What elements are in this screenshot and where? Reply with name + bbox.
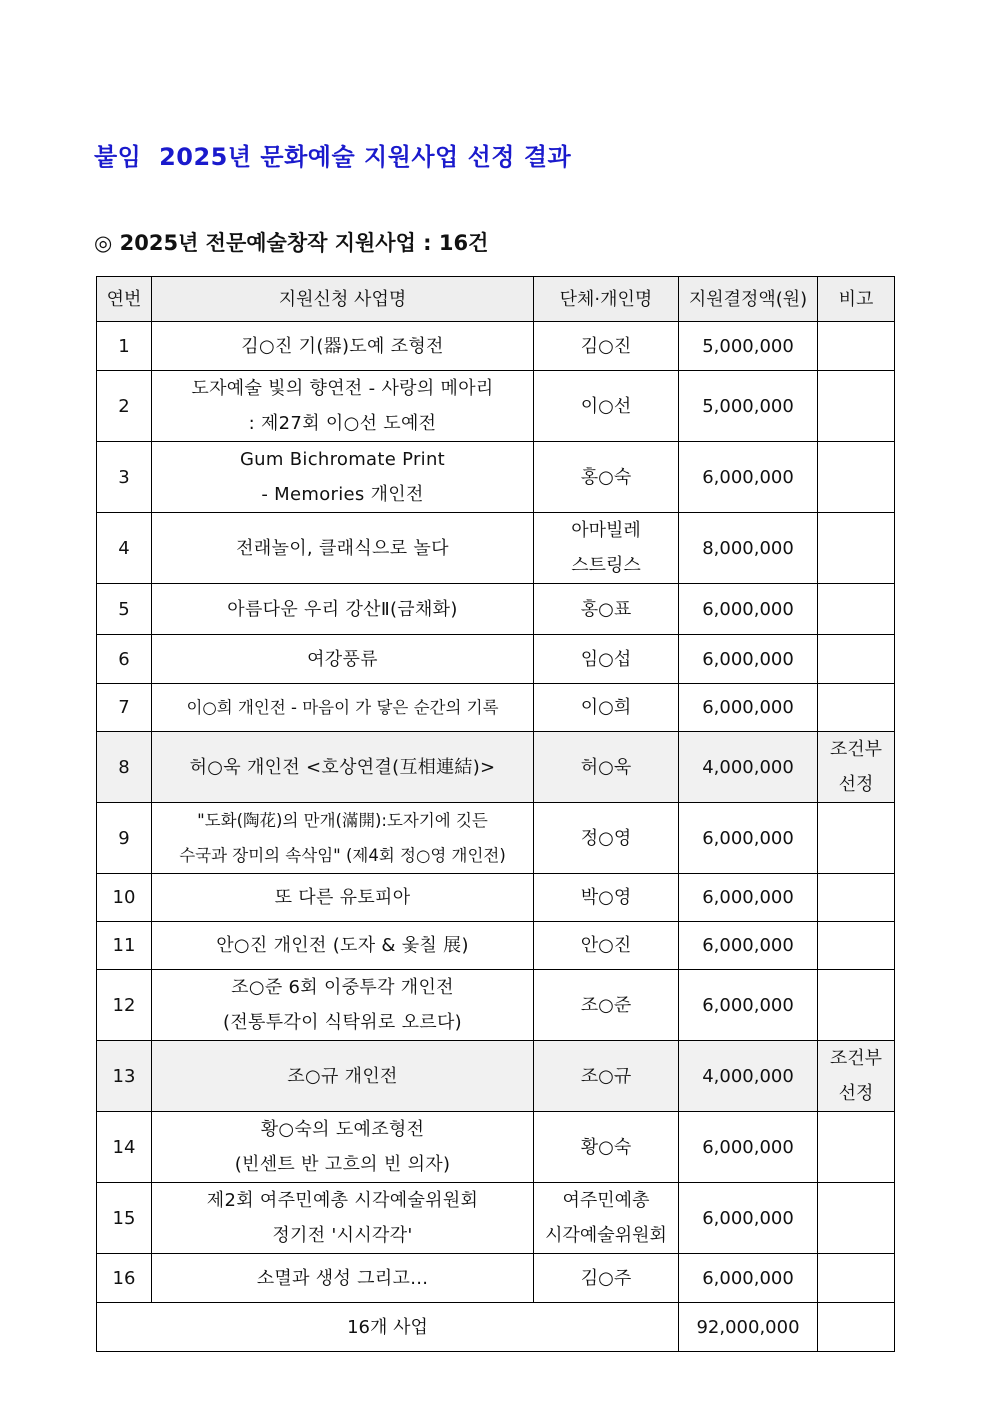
table-row (97, 1112, 895, 1183)
table-body (97, 322, 895, 1303)
applicant-name-line: 황○숙 (580, 1136, 632, 1158)
remarks (818, 1112, 895, 1183)
remarks-line: 조건부 (829, 1048, 883, 1069)
applicant-name-line: 시각예술위원회 (545, 1225, 667, 1246)
project-name-line: 조○규 개인전 (287, 1065, 398, 1087)
row-number: 16 (97, 1254, 152, 1303)
project-name-line: 정기전 '시시각각' (272, 1225, 413, 1246)
project-name (152, 970, 534, 1041)
remarks (818, 371, 895, 442)
applicant-name-line: 스트링스 (571, 555, 641, 576)
table-row (97, 371, 895, 442)
project-name (152, 1254, 534, 1303)
support-amount: 6,000,000 (679, 584, 818, 635)
project-name (152, 442, 534, 513)
applicant-name-line: 아마빌레 (571, 520, 641, 541)
project-name-line: 황○숙의 도예조형전 (260, 1119, 425, 1140)
project-name-line: 이○희 개인전 - 마음이 가 닿은 순간의 기록 (186, 698, 499, 717)
row-number: 9 (97, 803, 152, 874)
applicant-name (534, 371, 679, 442)
table-row (97, 584, 895, 635)
table-row (97, 970, 895, 1041)
remarks (818, 1254, 895, 1303)
section-heading: ◎ 2025년 전문예술창작 지원사업 : 16건 (94, 231, 489, 255)
table-row (97, 732, 895, 803)
support-amount: 6,000,000 (679, 684, 818, 732)
project-name (152, 684, 534, 732)
support-amount: 8,000,000 (679, 513, 818, 584)
project-name (152, 874, 534, 922)
table-row (97, 1183, 895, 1254)
applicant-name (534, 1254, 679, 1303)
support-amount: 6,000,000 (679, 635, 818, 684)
remarks (818, 635, 895, 684)
applicant-name-line: 김○주 (580, 1267, 632, 1289)
applicant-name (534, 513, 679, 584)
support-amount: 4,000,000 (679, 732, 818, 803)
applicant-name (534, 970, 679, 1041)
row-number: 3 (97, 442, 152, 513)
applicant-name-line: 박○영 (580, 887, 632, 908)
remarks (818, 442, 895, 513)
page-title: 붙임 2025년 문화예술 지원사업 선정 결과 (94, 143, 572, 171)
remarks (818, 732, 895, 803)
project-name (152, 1041, 534, 1112)
applicant-name (534, 684, 679, 732)
row-number: 5 (97, 584, 152, 635)
remarks (818, 1041, 895, 1112)
applicant-name-line: 조○규 (580, 1065, 632, 1087)
row-number: 11 (97, 922, 152, 970)
project-name (152, 513, 534, 584)
project-name (152, 1112, 534, 1183)
project-name (152, 322, 534, 371)
project-name-line: Gum Bichromate Print (239, 449, 446, 470)
project-name-line: 수국과 장미의 속삭임" (제4회 정○영 개인전) (179, 846, 506, 865)
support-amount: 6,000,000 (679, 803, 818, 874)
header-row (97, 277, 895, 322)
header-applicant: 단체·개인명 (534, 277, 679, 322)
applicant-name (534, 803, 679, 874)
support-amount: 5,000,000 (679, 371, 818, 442)
applicant-name (534, 442, 679, 513)
applicant-name (534, 732, 679, 803)
applicant-name-line: 김○진 (580, 335, 632, 357)
header-project: 지원신청 사업명 (152, 277, 534, 322)
applicant-name (534, 584, 679, 635)
support-amount: 4,000,000 (679, 1041, 818, 1112)
applicant-name-line: 임○섭 (580, 648, 632, 670)
total-amount: 92,000,000 (679, 1303, 818, 1352)
remarks (818, 970, 895, 1041)
remarks (818, 584, 895, 635)
applicant-name (534, 874, 679, 922)
support-amount: 6,000,000 (679, 874, 818, 922)
remarks-line: 선정 (838, 774, 874, 795)
applicant-name (534, 635, 679, 684)
support-amount: 6,000,000 (679, 1112, 818, 1183)
applicant-name-line: 홍○표 (580, 598, 632, 620)
applicant-name (534, 1041, 679, 1112)
project-name-line: 여강풍류 (307, 648, 378, 670)
results-table (96, 276, 895, 1352)
project-name-line: 김○진 기(器)도예 조형전 (241, 335, 444, 357)
project-name-line: (빈센트 반 고흐의 빈 의자) (234, 1154, 451, 1175)
remarks (818, 322, 895, 371)
row-number: 8 (97, 732, 152, 803)
row-number: 14 (97, 1112, 152, 1183)
table-row (97, 922, 895, 970)
table-row (97, 1254, 895, 1303)
project-name-line: 허○욱 개인전 <호상연결(互相連結)> (189, 756, 496, 778)
support-amount: 6,000,000 (679, 1183, 818, 1254)
support-amount: 5,000,000 (679, 322, 818, 371)
total-label: 16개 사업 (97, 1303, 679, 1352)
applicant-name-line: 허○욱 (580, 756, 632, 778)
total-remarks (818, 1303, 895, 1352)
project-name-line: - Memories 개인전 (261, 484, 424, 505)
project-name-line: 아름다운 우리 강산Ⅱ(금채화) (227, 598, 458, 620)
project-name-line: 소멸과 생성 그리고... (256, 1267, 429, 1289)
row-number: 10 (97, 874, 152, 922)
applicant-name-line: 이○선 (580, 395, 632, 417)
row-number: 15 (97, 1183, 152, 1254)
row-number: 1 (97, 322, 152, 371)
project-name (152, 732, 534, 803)
project-name-line: (전통투각이 식탁위로 오르다) (223, 1012, 462, 1033)
table-header (97, 277, 895, 322)
row-number: 12 (97, 970, 152, 1041)
applicant-name-line: 조○준 (580, 994, 632, 1016)
applicant-name (534, 1112, 679, 1183)
header-amount: 지원결정액(원) (679, 277, 818, 322)
support-amount: 6,000,000 (679, 442, 818, 513)
row-number: 2 (97, 371, 152, 442)
row-number: 4 (97, 513, 152, 584)
remarks (818, 922, 895, 970)
applicant-name-line: 이○희 (580, 697, 632, 718)
table-row (97, 513, 895, 584)
applicant-name (534, 322, 679, 371)
remarks (818, 684, 895, 732)
project-name (152, 1183, 534, 1254)
table-row (97, 442, 895, 513)
project-name-line: 조○준 6회 이중투각 개인전 (231, 977, 454, 998)
total-row (97, 1303, 895, 1352)
applicant-name-line: 정○영 (580, 827, 632, 849)
table-row (97, 803, 895, 874)
remarks-line: 조건부 (829, 739, 883, 760)
row-number: 6 (97, 635, 152, 684)
table-footer (97, 1303, 895, 1352)
project-name-line: 또 다른 유토피아 (274, 887, 411, 908)
project-name (152, 803, 534, 874)
table-row (97, 635, 895, 684)
applicant-name-line: 안○진 (580, 935, 632, 956)
project-name-line: : 제27회 이○선 도예전 (248, 413, 437, 434)
remarks (818, 1183, 895, 1254)
table-row (97, 322, 895, 371)
support-amount: 6,000,000 (679, 922, 818, 970)
project-name (152, 635, 534, 684)
remarks (818, 803, 895, 874)
applicant-name (534, 922, 679, 970)
remarks-line: 선정 (838, 1083, 874, 1104)
header-no: 연번 (97, 277, 152, 322)
project-name-line: "도화(陶花)의 만개(滿開):도자기에 깃든 (197, 811, 488, 830)
row-number: 13 (97, 1041, 152, 1112)
table-row (97, 874, 895, 922)
project-name-line: 전래놀이, 클래식으로 놀다 (236, 537, 449, 559)
support-amount: 6,000,000 (679, 1254, 818, 1303)
project-name-line: 제2회 여주민예총 시각예술위원회 (206, 1190, 479, 1211)
applicant-name-line: 홍○숙 (580, 466, 632, 488)
remarks (818, 874, 895, 922)
header-remarks: 비고 (818, 277, 895, 322)
project-name (152, 371, 534, 442)
project-name-line: 도자예술 빛의 향연전 - 사랑의 메아리 (191, 378, 494, 399)
project-name-line: 안○진 개인전 (도자 & 옻칠 展) (216, 935, 469, 956)
support-amount: 6,000,000 (679, 970, 818, 1041)
applicant-name (534, 1183, 679, 1254)
table-row (97, 1041, 895, 1112)
project-name (152, 584, 534, 635)
table-row (97, 684, 895, 732)
row-number: 7 (97, 684, 152, 732)
project-name (152, 922, 534, 970)
applicant-name-line: 여주민예총 (562, 1190, 650, 1211)
remarks (818, 513, 895, 584)
